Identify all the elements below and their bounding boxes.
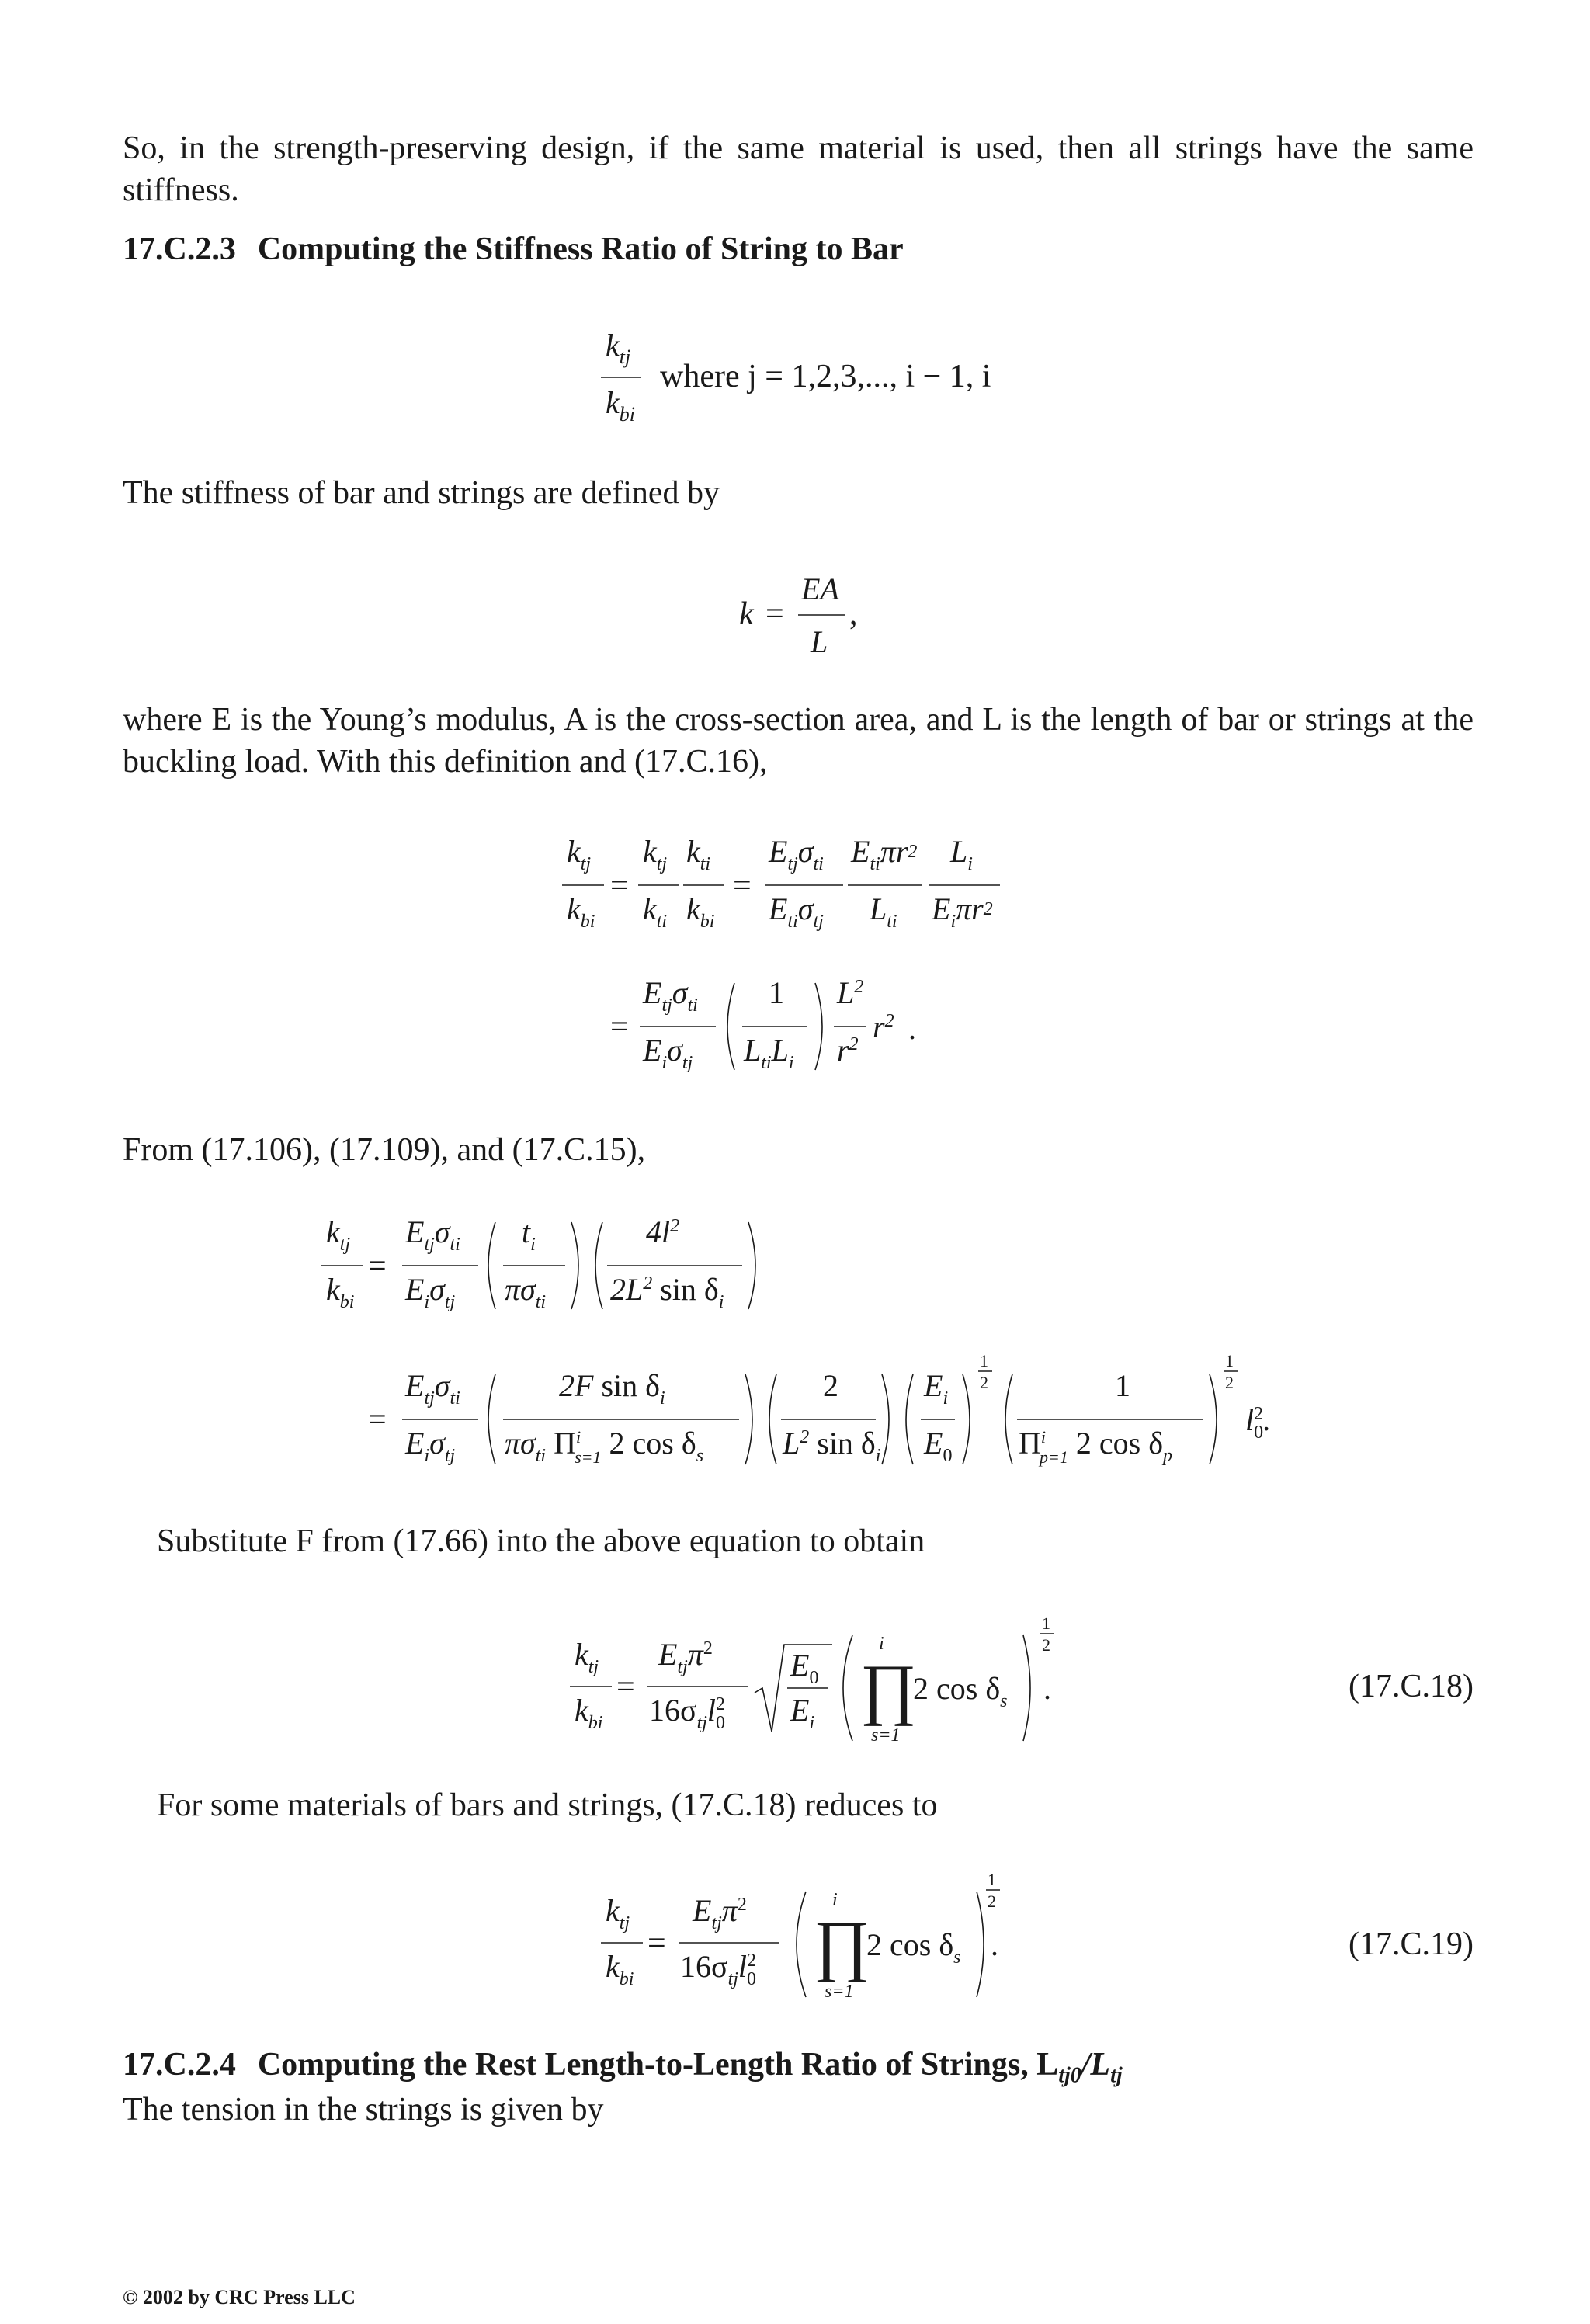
svg-text:2: 2	[988, 1892, 996, 1911]
svg-text:L2 sin δi: $L^2$ $\sin \delta_i$	[783, 1426, 881, 1466]
svg-text:Etjπ2: $E_{tj}\pi^2$	[658, 1637, 713, 1677]
section-number: 17.C.2.4	[123, 2047, 236, 2083]
equation-ratio-expansion	[543, 831, 1087, 1095]
equation-stiffness-ratio	[590, 326, 1025, 427]
svg-text:Etjσti: $E_{tj}\sigma_{ti}$	[405, 1368, 460, 1409]
section-number: 17.C.2.3	[123, 231, 236, 267]
svg-text:ktj: $k_{tj}$	[643, 834, 668, 874]
section-title: Computing the Rest Length-to-Length Ratio of Strings, $L_{tj0}/L_{tj}$	[257, 2047, 1123, 2088]
svg-text:E0: $E_0$	[924, 1426, 953, 1466]
svg-text:=: =	[368, 1249, 387, 1284]
svg-text:kbi: $k_{bi}$	[606, 1949, 634, 1989]
svg-text:Li: $L_i$	[950, 834, 973, 874]
svg-text:=: =	[610, 1009, 629, 1045]
svg-text:=: =	[733, 868, 752, 904]
section-title: Computing the Stiffness Ratio of String to Bar	[257, 231, 904, 267]
substitute-text: Substitute F from (17.66) into the above equation to obtain	[157, 1523, 925, 1559]
svg-text:ti: $t_i$	[522, 1214, 536, 1255]
svg-text:1: 1	[980, 1351, 988, 1370]
svg-text:1: 1	[988, 1870, 996, 1889]
svg-text:=: =	[368, 1402, 387, 1438]
svg-text:ktj: $k_{tj}$	[575, 1637, 599, 1677]
svg-text:1: 1	[1115, 1368, 1130, 1403]
svg-text:ktj: $k_{tj}$	[326, 1214, 351, 1255]
svg-text:=: =	[610, 868, 629, 904]
svg-text:k: k	[739, 596, 754, 632]
svg-text:s=1: s=1	[825, 1982, 854, 2002]
svg-text:2: 2	[1225, 1373, 1234, 1392]
svg-text:kbi: $k_{bi}$	[567, 891, 595, 932]
svg-text:=: =	[765, 596, 784, 632]
svg-text:16σtjl20: $16\sigma_{tj}l^2$ 0	[649, 1693, 726, 1733]
svg-text:1: 1	[1042, 1614, 1050, 1633]
svg-text:∏: ∏	[860, 1652, 917, 1727]
equation-17c19	[590, 1864, 1009, 2003]
svg-text:Lti: $L_{ti}$	[870, 891, 897, 932]
svg-text:r2: $r^2$	[873, 1009, 894, 1044]
equation-number-17c19: (17.C.19)	[1349, 1926, 1474, 1962]
svg-text:Etjσti: $E_{tj}\sigma_{ti}$	[769, 834, 824, 874]
svg-text:2: 2	[1042, 1635, 1050, 1655]
svg-text:L2: $L^2$	[837, 975, 864, 1010]
svg-text:kbi: $k_{bi}$	[326, 1272, 355, 1312]
svg-text:1: 1	[769, 975, 784, 1010]
svg-text:Etjσti: $E_{tj}\sigma_{ti}$	[643, 975, 698, 1016]
svg-text:Etjσti: $E_{tj}\sigma_{ti}$	[405, 1214, 460, 1255]
svg-text:2L2 sin δi: $2L^2$ $\sin \delta_i$	[610, 1272, 724, 1312]
young-modulus-paragraph: where E is the Young’s modulus, A is the cross-section area, and L is the length of bar or strings at the buckling load. With this definition and (17.C.16),	[123, 702, 1474, 780]
svg-text:.: .	[908, 1011, 916, 1046]
section-heading-17c23	[123, 228, 904, 270]
svg-text:L: L	[811, 624, 828, 659]
svg-text:.: .	[991, 1927, 998, 1962]
equation-ratio-with-force	[311, 1211, 1304, 1499]
svg-text:ktj: $k_{tj}$	[606, 1893, 630, 1933]
svg-text:r2: $r^2$	[837, 1033, 859, 1068]
svg-text:Eiπr2: $E_i\pi r2$	[932, 891, 993, 932]
svg-text:2 cos δs: 2 $\cos \delta_s$	[866, 1927, 961, 1968]
svg-text:∏: ∏	[814, 1908, 870, 1983]
svg-text:,: ,	[849, 596, 858, 632]
svg-text:2: 2	[980, 1373, 988, 1392]
svg-text:2 cos δs: 2 $\cos \delta_s$	[913, 1671, 1008, 1711]
svg-text:Etiπr2: $E_{ti}\pi r2$	[851, 834, 918, 874]
svg-text:s=1: s=1	[871, 1725, 901, 1746]
intro-paragraph: So, in the strength-preserving design, if the same material is used, then all strings have the same stiffness.	[123, 130, 1474, 208]
svg-text:Eiσtj: $E_i\sigma_{tj}$	[643, 1033, 693, 1073]
copyright-footer: © 2002 by CRC Press LLC	[123, 2286, 356, 2308]
svg-text:Ei: $E_i$	[790, 1693, 815, 1733]
svg-text:πσti Πis=1 2 cos δs: $\pi\sigma_{ti}$ $\Pi^i$ s=1 2 $\cos \delta_s$	[505, 1426, 704, 1467]
equation-17c18	[559, 1607, 1056, 1747]
svg-text:EA: EA	[801, 571, 839, 606]
stiffness-definition-text: The stiffness of bar and strings are defined by	[123, 475, 720, 511]
tension-text: The tension in the strings is given by	[123, 2092, 604, 2128]
equation-k-definition	[730, 565, 885, 666]
svg-text:2: 2	[823, 1368, 838, 1403]
svg-text:i: i	[832, 1890, 838, 1910]
svg-text:.: .	[1043, 1671, 1051, 1706]
svg-text:i: i	[879, 1634, 884, 1654]
svg-text:4l2: $4l^2$	[646, 1214, 680, 1249]
svg-text:Eiσtj: $E_i\sigma_{tj}$	[405, 1272, 456, 1312]
svg-text:l20.: $l^2$ 0.	[1245, 1402, 1272, 1443]
svg-text:kti: $k_{ti}$	[643, 891, 668, 932]
reduces-text: For some materials of bars and strings, (17.C.18) reduces to	[157, 1787, 938, 1823]
svg-text:2F sin δi: 2F $\sin \delta_i$	[559, 1368, 665, 1409]
svg-text:ktj: $k_{tj}$	[606, 328, 631, 368]
svg-text:Etjπ2: $E_{tj}\pi^2$	[693, 1893, 747, 1933]
equation-number-17c18: (17.C.18)	[1349, 1669, 1474, 1704]
svg-text:kbi: $k_{bi}$	[686, 891, 715, 932]
svg-text:Etiσtj: $E_{ti}\sigma_{tj}$	[769, 891, 824, 932]
equation-where-text: where j = 1,2,3,..., i − 1, i	[660, 359, 991, 394]
svg-text:Ei: $E_i$	[924, 1368, 949, 1409]
svg-text:kbi: $k_{bi}$	[606, 385, 635, 426]
svg-text:Eiσtj: $E_i\sigma_{tj}$	[405, 1426, 456, 1466]
svg-text:1: 1	[1225, 1351, 1234, 1370]
svg-text:kti: $k_{ti}$	[686, 834, 711, 874]
svg-text:16σtjl20: $16\sigma_{tj}l^2$ 0	[680, 1949, 757, 1989]
svg-text:=: =	[647, 1926, 666, 1961]
svg-text:LtiLi: $L_{ti}L_i$	[744, 1033, 794, 1073]
svg-text:ktj: $k_{tj}$	[567, 834, 592, 874]
svg-text:πσti: $\pi\sigma_{ti}$	[505, 1272, 547, 1312]
svg-text:=: =	[616, 1669, 635, 1705]
svg-text:kbi: $k_{bi}$	[575, 1693, 603, 1733]
from-references-text: From (17.106), (17.109), and (17.C.15),	[123, 1132, 646, 1168]
svg-text:Πip=1 2 cos δp: $\Pi^i$ p=1 2 $\cos \delta_p$	[1019, 1426, 1173, 1467]
svg-text:E0: $E_0$	[790, 1648, 819, 1688]
